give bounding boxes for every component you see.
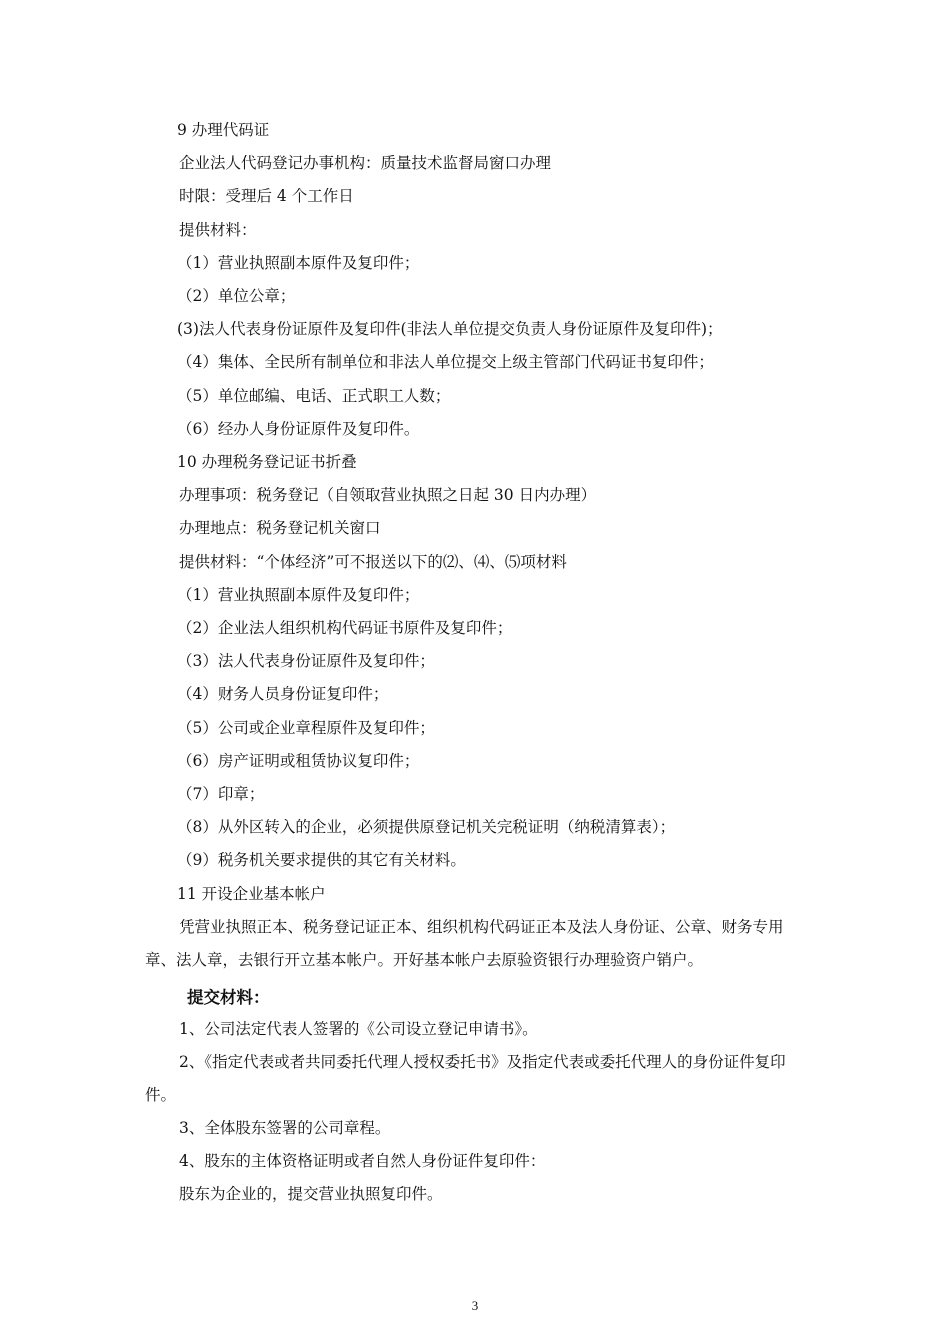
list-item: （6）经办人身份证原件及复印件。 xyxy=(177,419,420,438)
text-line: 提供材料：“个体经济”可不报送以下的⑵、⑷、⑸项材料 xyxy=(179,552,567,571)
list-item: （7）印章； xyxy=(177,785,265,804)
list-item: （5）单位邮编、电话、正式职工人数； xyxy=(177,386,451,405)
list-item-note: 股东为企业的，提交营业执照复印件。 xyxy=(179,1184,443,1203)
list-item: （4）集体、全民所有制单位和非法人单位提交上级主管部门代码证书复印件； xyxy=(177,353,714,372)
list-item: (3)法人代表身份证原件及复印件(非法人单位提交负责人身份证原件及复印件)； xyxy=(177,320,723,339)
list-item: （3）法人代表身份证原件及复印件； xyxy=(177,652,435,671)
text-line: 企业法人代码登记办事机构：质量技术监督局窗口办理 xyxy=(179,154,552,173)
list-item: 3、全体股东签署的公司章程。 xyxy=(179,1118,391,1137)
section-title-tax-registration: 10 办理税务登记证书折叠 xyxy=(177,453,357,472)
text-line: 时限：受理后 4 个工作日 xyxy=(179,187,354,206)
page-number: 3 xyxy=(471,1298,479,1313)
submit-materials-list xyxy=(145,1013,810,1211)
heading-submit-materials: 提交材料： xyxy=(187,987,270,1007)
text-line: 办理地点：税务登记机关窗口 xyxy=(179,519,381,538)
list-item: （2）企业法人组织机构代码证书原件及复印件； xyxy=(177,619,513,638)
section-title-code-certificate: 9 办理代码证 xyxy=(177,121,270,139)
page-content xyxy=(145,114,810,1211)
list-item: （4）财务人员身份证复印件； xyxy=(177,685,389,704)
list-item: （8）从外区转入的企业，必须提供原登记机关完税证明（纳税清算表）； xyxy=(177,818,676,837)
paragraph-bank-account: 凭营业执照正本、税务登记证正本、组织机构代码证正本及法人身份证、公章、财务专用章、法人章，去银行开立基本帐户。开好基本帐户去原验资银行办理验资户销户。 xyxy=(145,917,784,969)
list-item: （6）房产证明或租赁协议复印件； xyxy=(177,751,420,770)
list-item: 4、股东的主体资格证明或者自然人身份证件复印件： xyxy=(179,1151,546,1170)
list-item: 2、《指定代表或者共同委托代理人授权委托书》及指定代表或委托代理人的身份证件复印件。 xyxy=(145,1052,786,1104)
section-title-bank-account: 11 开设企业基本帐户 xyxy=(177,884,326,903)
list-item: （5）公司或企业章程原件及复印件； xyxy=(177,718,435,737)
list-item: （2）单位公章； xyxy=(177,287,296,306)
list-item: （1）营业执照副本原件及复印件； xyxy=(177,585,420,604)
list-item: （9）税务机关要求提供的其它有关材料。 xyxy=(177,851,466,870)
text-line: 提供材料： xyxy=(179,220,257,239)
list-item: （1）营业执照副本原件及复印件； xyxy=(177,253,420,272)
list-item: 1、公司法定代表人签署的《公司设立登记申请书》。 xyxy=(179,1019,538,1038)
text-line: 办理事项：税务登记（自领取营业执照之日起 30 日内办理） xyxy=(179,486,597,505)
